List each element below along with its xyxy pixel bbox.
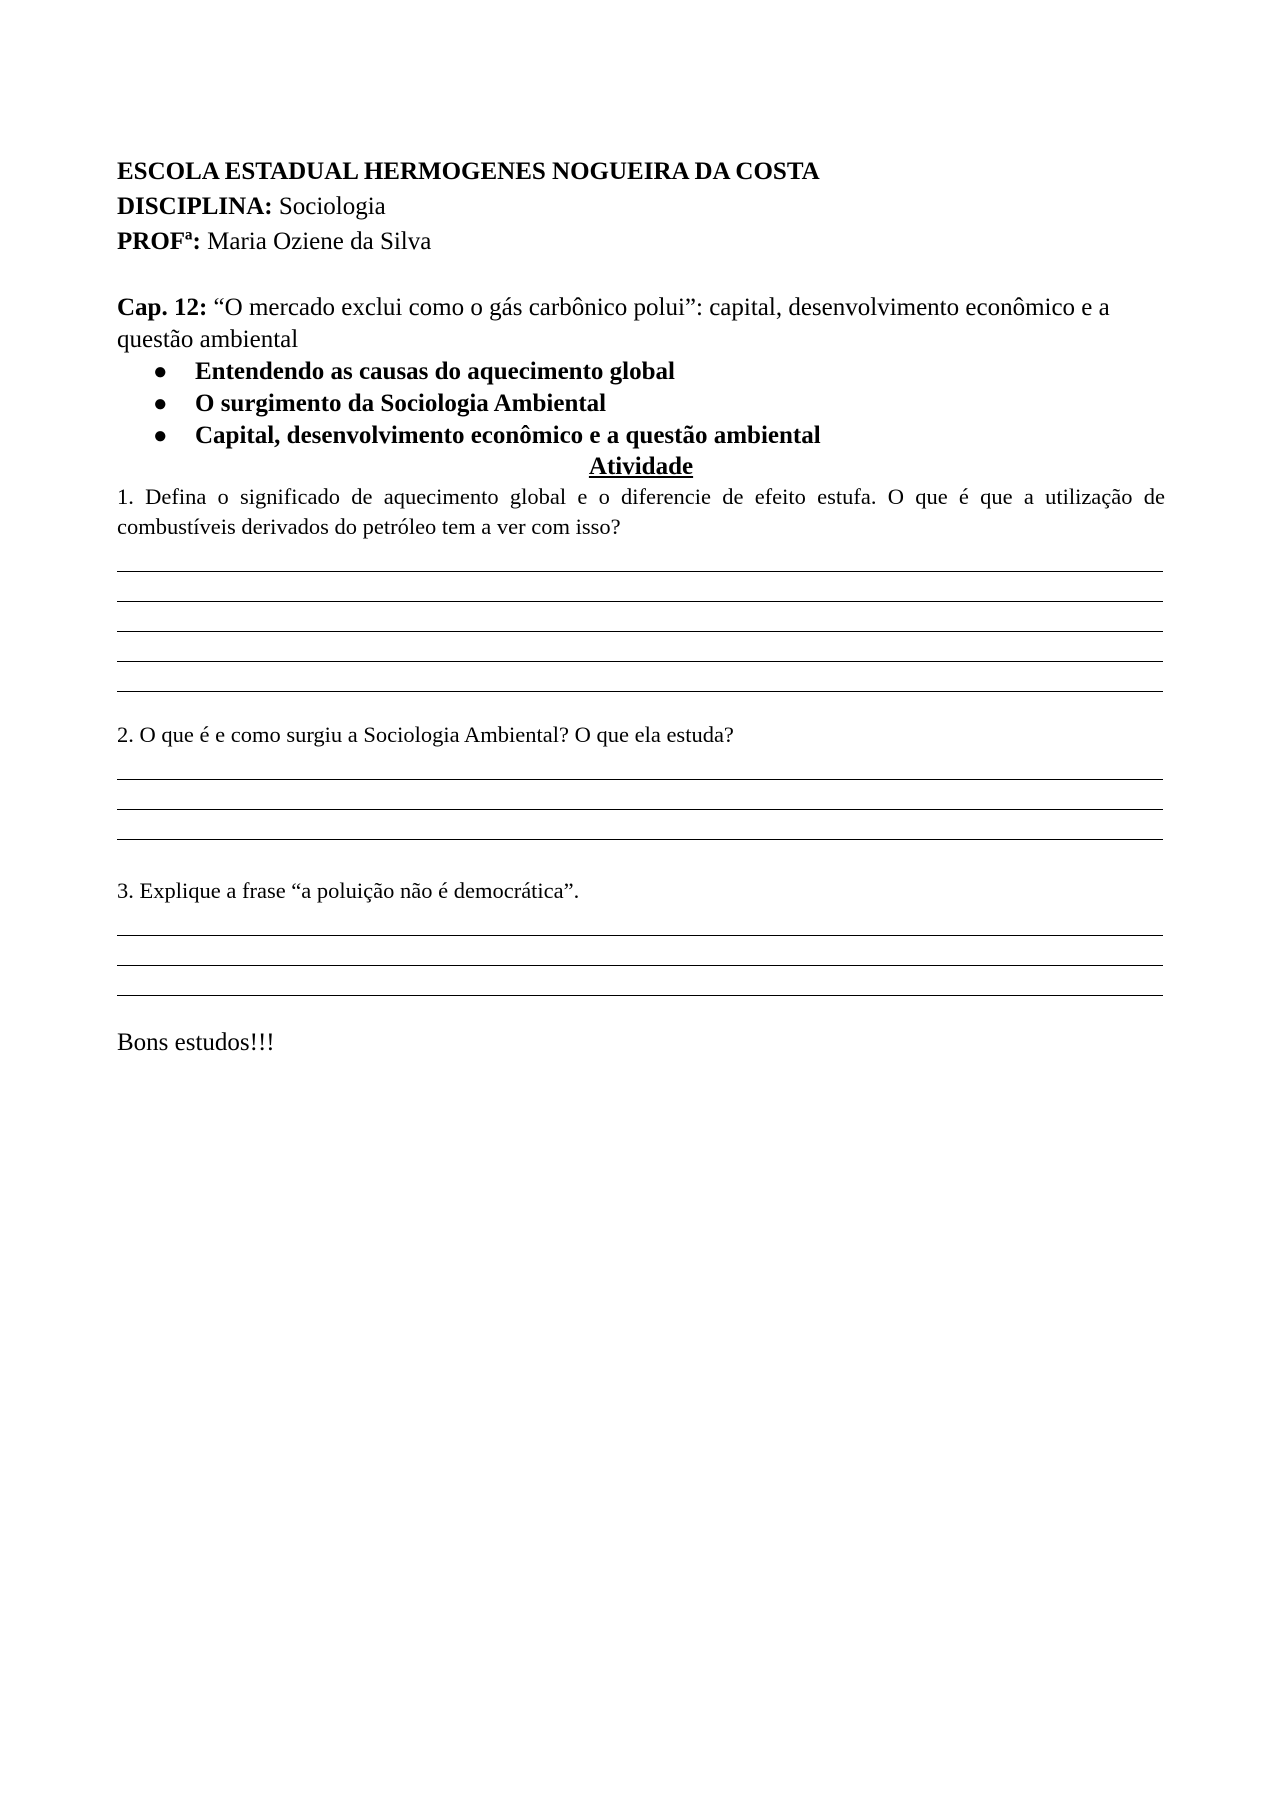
chapter-label: Cap. 12: (117, 294, 208, 321)
bullet-icon: ● (153, 391, 168, 417)
topic-text: O surgimento da Sociologia Ambiental (195, 390, 607, 417)
discipline-line (117, 189, 1165, 224)
answer-line[interactable] (117, 966, 1163, 996)
closing-message: Bons estudos!!! (117, 1029, 275, 1056)
answer-line[interactable] (117, 662, 1163, 692)
topic-item (117, 388, 1165, 420)
question-1: 1. Defina o significado de aquecimento global e o diferencie de efeito estufa. O que é que a utilização de combustíveis derivados do petróleo tem a ver com isso? (117, 484, 1165, 539)
bullet-icon: ● (153, 423, 168, 449)
topic-text: Capital, desenvolvimento econômico e a questão ambiental (195, 422, 821, 449)
answer-line[interactable] (117, 936, 1163, 966)
answer-line[interactable] (117, 572, 1163, 602)
school-name: ESCOLA ESTADUAL HERMOGENES NOGUEIRA DA COSTA (117, 158, 820, 185)
teacher-value: Maria Oziene da Silva (200, 228, 432, 255)
teacher-line (117, 224, 1165, 259)
topic-item (117, 356, 1165, 388)
topic-text: Entendendo as causas do aquecimento global (195, 358, 675, 385)
chapter-title: “O mercado exclui como o gás carbônico polui”: capital, desenvolvimento econômico e a questão ambiental (117, 294, 1110, 353)
answer-area-2 (117, 750, 1165, 840)
answer-line[interactable] (117, 780, 1163, 810)
answer-area-3 (117, 906, 1165, 996)
discipline-value: Sociologia (272, 193, 386, 220)
answer-line[interactable] (117, 810, 1163, 840)
discipline-label: DISCIPLINA: (117, 193, 273, 220)
answer-line[interactable] (117, 906, 1163, 936)
bullet-icon: ● (153, 359, 168, 385)
spacer (117, 259, 1165, 292)
answer-line[interactable] (117, 542, 1163, 572)
answer-area-1 (117, 542, 1165, 692)
activity-title: Atividade (588, 453, 694, 480)
topic-list (117, 356, 1165, 452)
teacher-label: PROFª: (117, 228, 201, 255)
answer-line[interactable] (117, 602, 1163, 632)
topic-item (117, 420, 1165, 452)
answer-line[interactable] (117, 632, 1163, 662)
question-2: 2. O que é e como surgiu a Sociologia Ambiental? O que ela estuda? (117, 722, 734, 747)
document-page (117, 154, 1165, 1060)
answer-line[interactable] (117, 750, 1163, 780)
spacer (117, 840, 1165, 876)
spacer (117, 692, 1165, 720)
question-3: 3. Explique a frase “a poluição não é democrática”. (117, 878, 580, 903)
chapter-heading (117, 292, 1165, 356)
